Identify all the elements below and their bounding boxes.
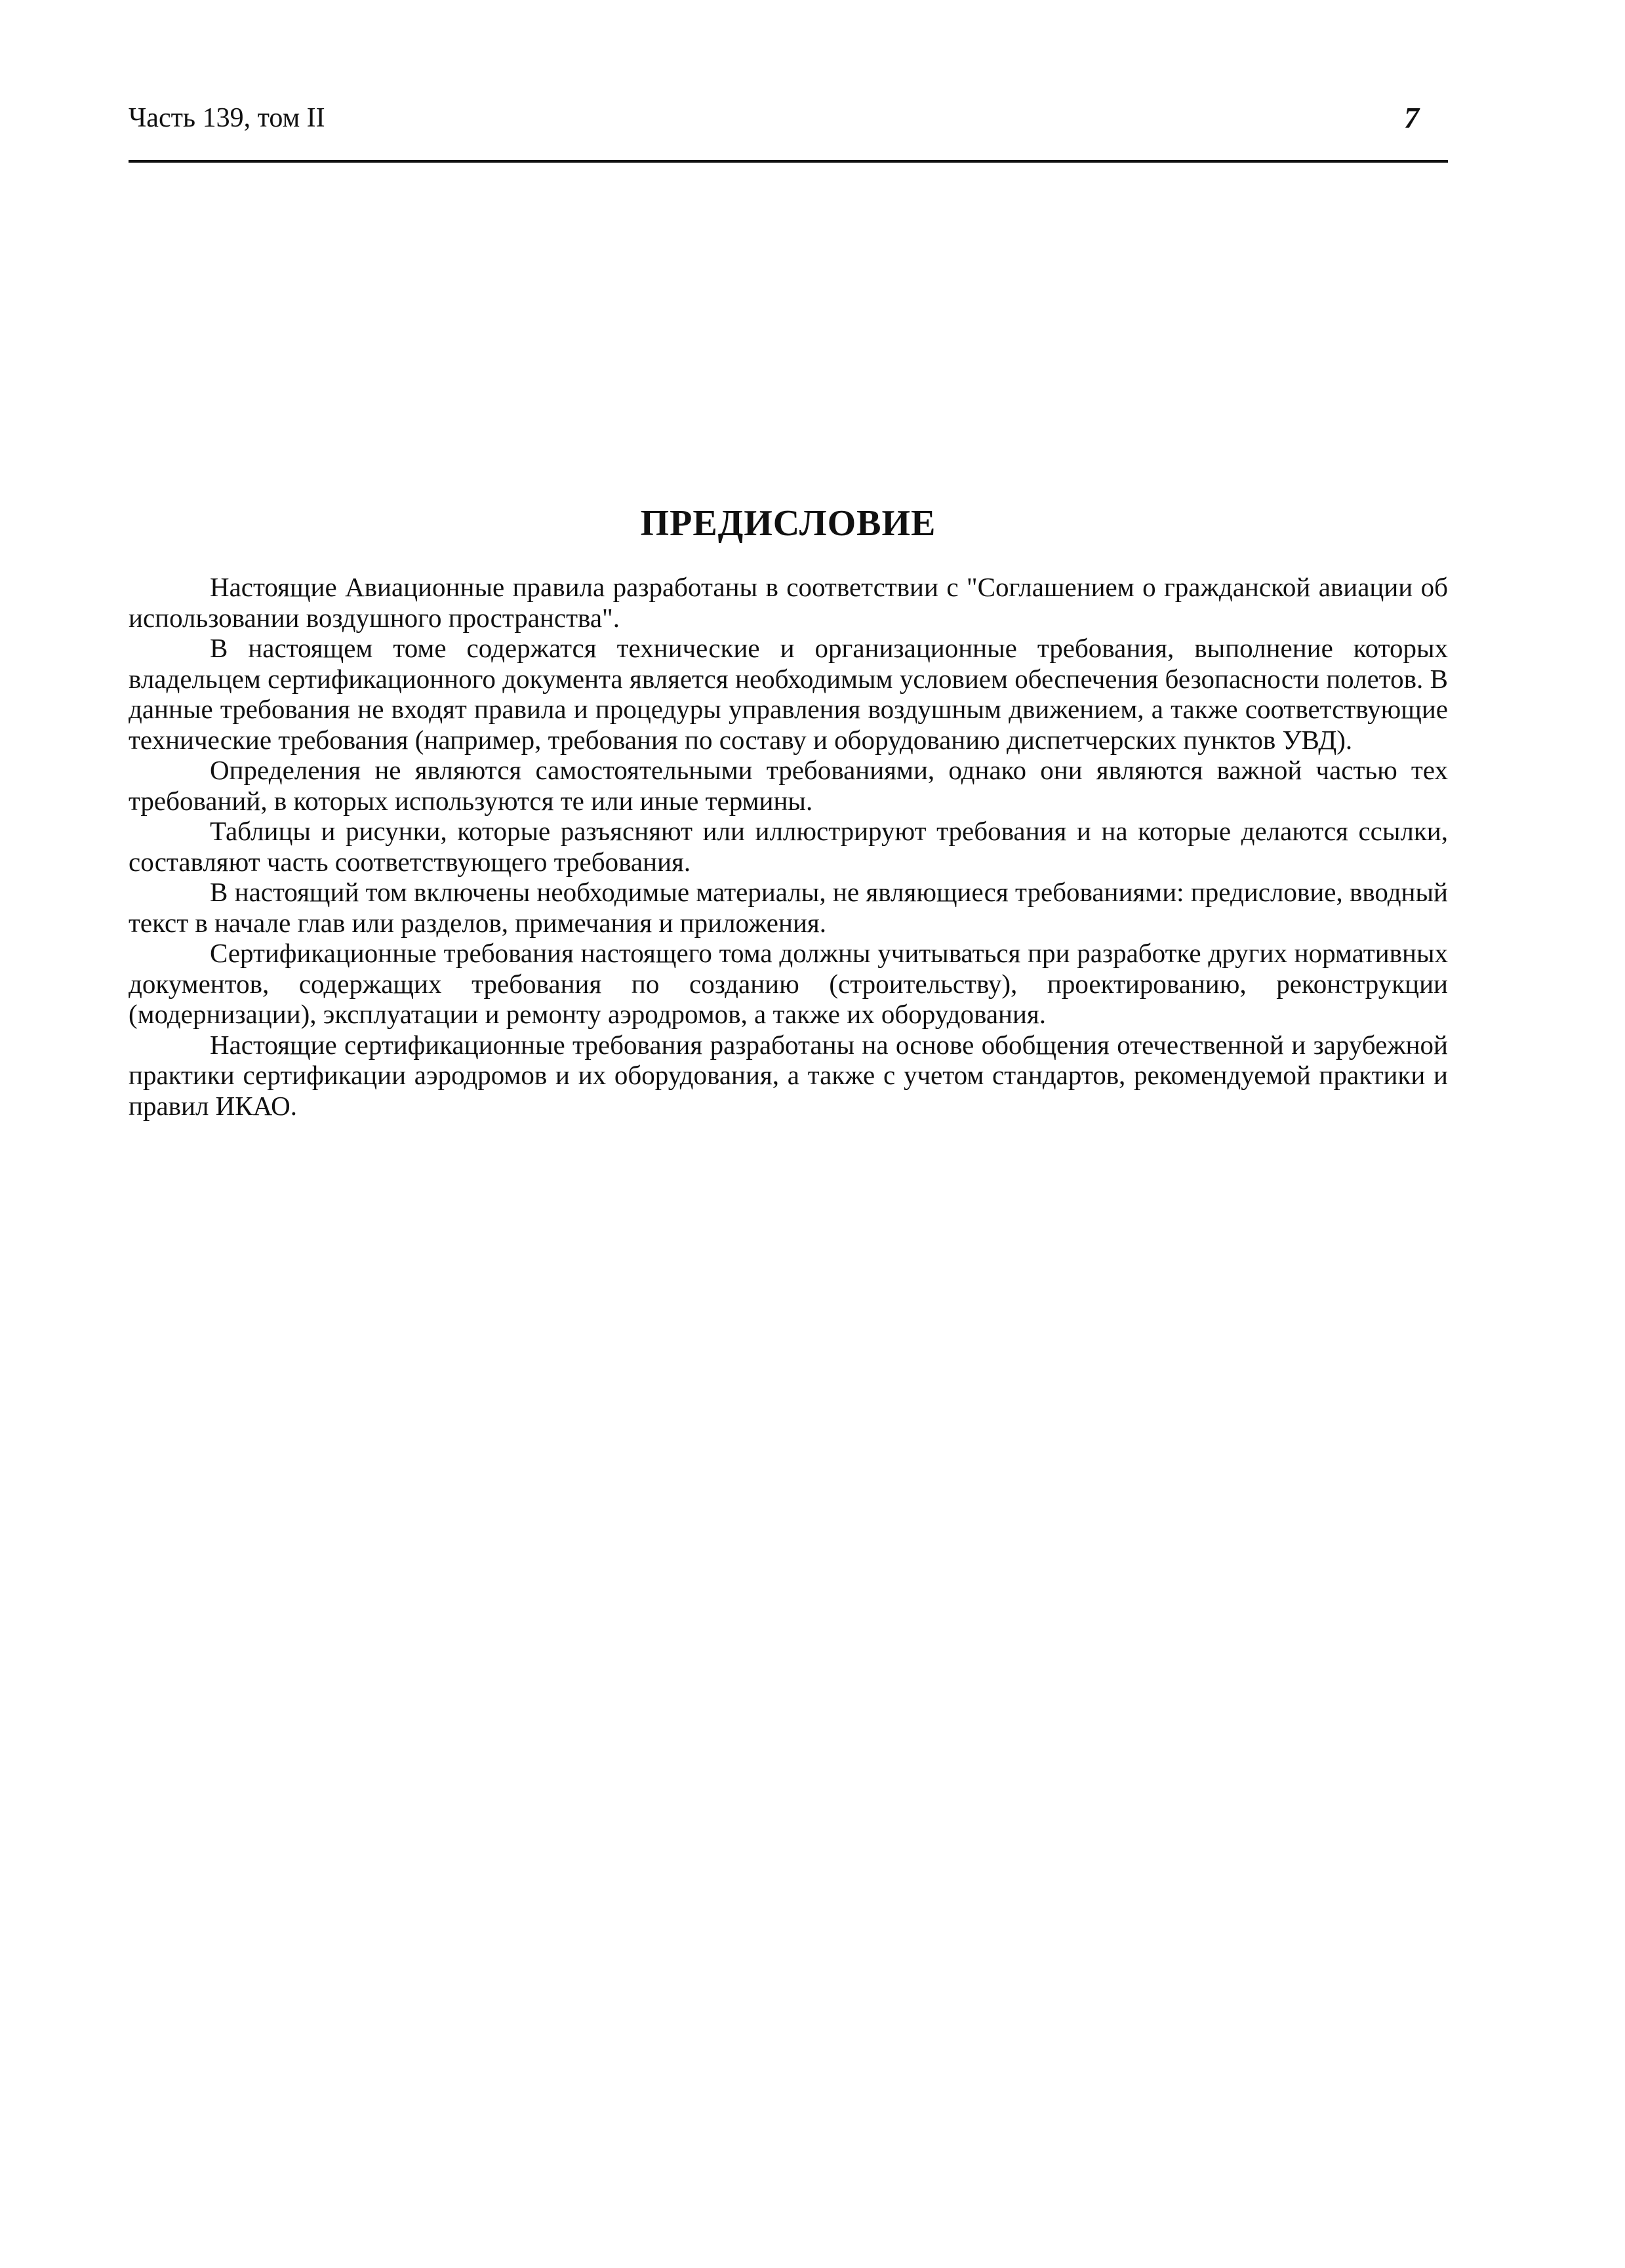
page-number: 7 [1404,101,1419,134]
paragraph: В настоящем томе содержатся технические и организационные требования, выполнение которых владельцем сертификационного документа является необходимым условием обеспечения безопасности полетов. В данные требования не входят правила и процедуры управления воздушным движением, а также соответствующие технические требования (например, требования по составу и оборудованию диспетчерских пунктов УВД). [129,633,1448,755]
paragraph: Настоящие сертификационные требования разработаны на основе обобщения отечественной и зарубежной практики сертификации аэродромов и их оборудования, а также с учетом стандартов, рекомендуемой практики и правил ИКАО. [129,1029,1448,1121]
running-head: Часть 139, том II [129,103,325,133]
paragraph: Определения не являются самостоятельными требованиями, однако они являются важной частью тех требований, в которых используются те или иные термины. [129,755,1448,816]
header-rule [129,160,1448,163]
page-header [129,98,1448,138]
paragraph: Таблицы и рисунки, которые разъясняют или иллюстрируют требования и на которые делаются ссылки, составляют часть соответствующего требования. [129,816,1448,877]
paragraph: Сертификационные требования настоящего тома должны учитываться при разработке других нормативных документов, содержащих требования по созданию (строительству), проектированию, реконструкции (модернизации), эксплуатации и ремонту аэродромов, а также их оборудования. [129,938,1448,1029]
paragraph: Настоящие Авиационные правила разработаны в соответствии с "Соглашением о гражданской авиации об использовании воздушного пространства". [129,572,1448,633]
body-text [129,572,1448,1121]
paragraph: В настоящий том включены необходимые материалы, не являющиеся требованиями: предисловие, вводный текст в начале глав или разделов, примечания и приложения. [129,877,1448,938]
section-title: ПРЕДИСЛОВИЕ [640,503,936,544]
